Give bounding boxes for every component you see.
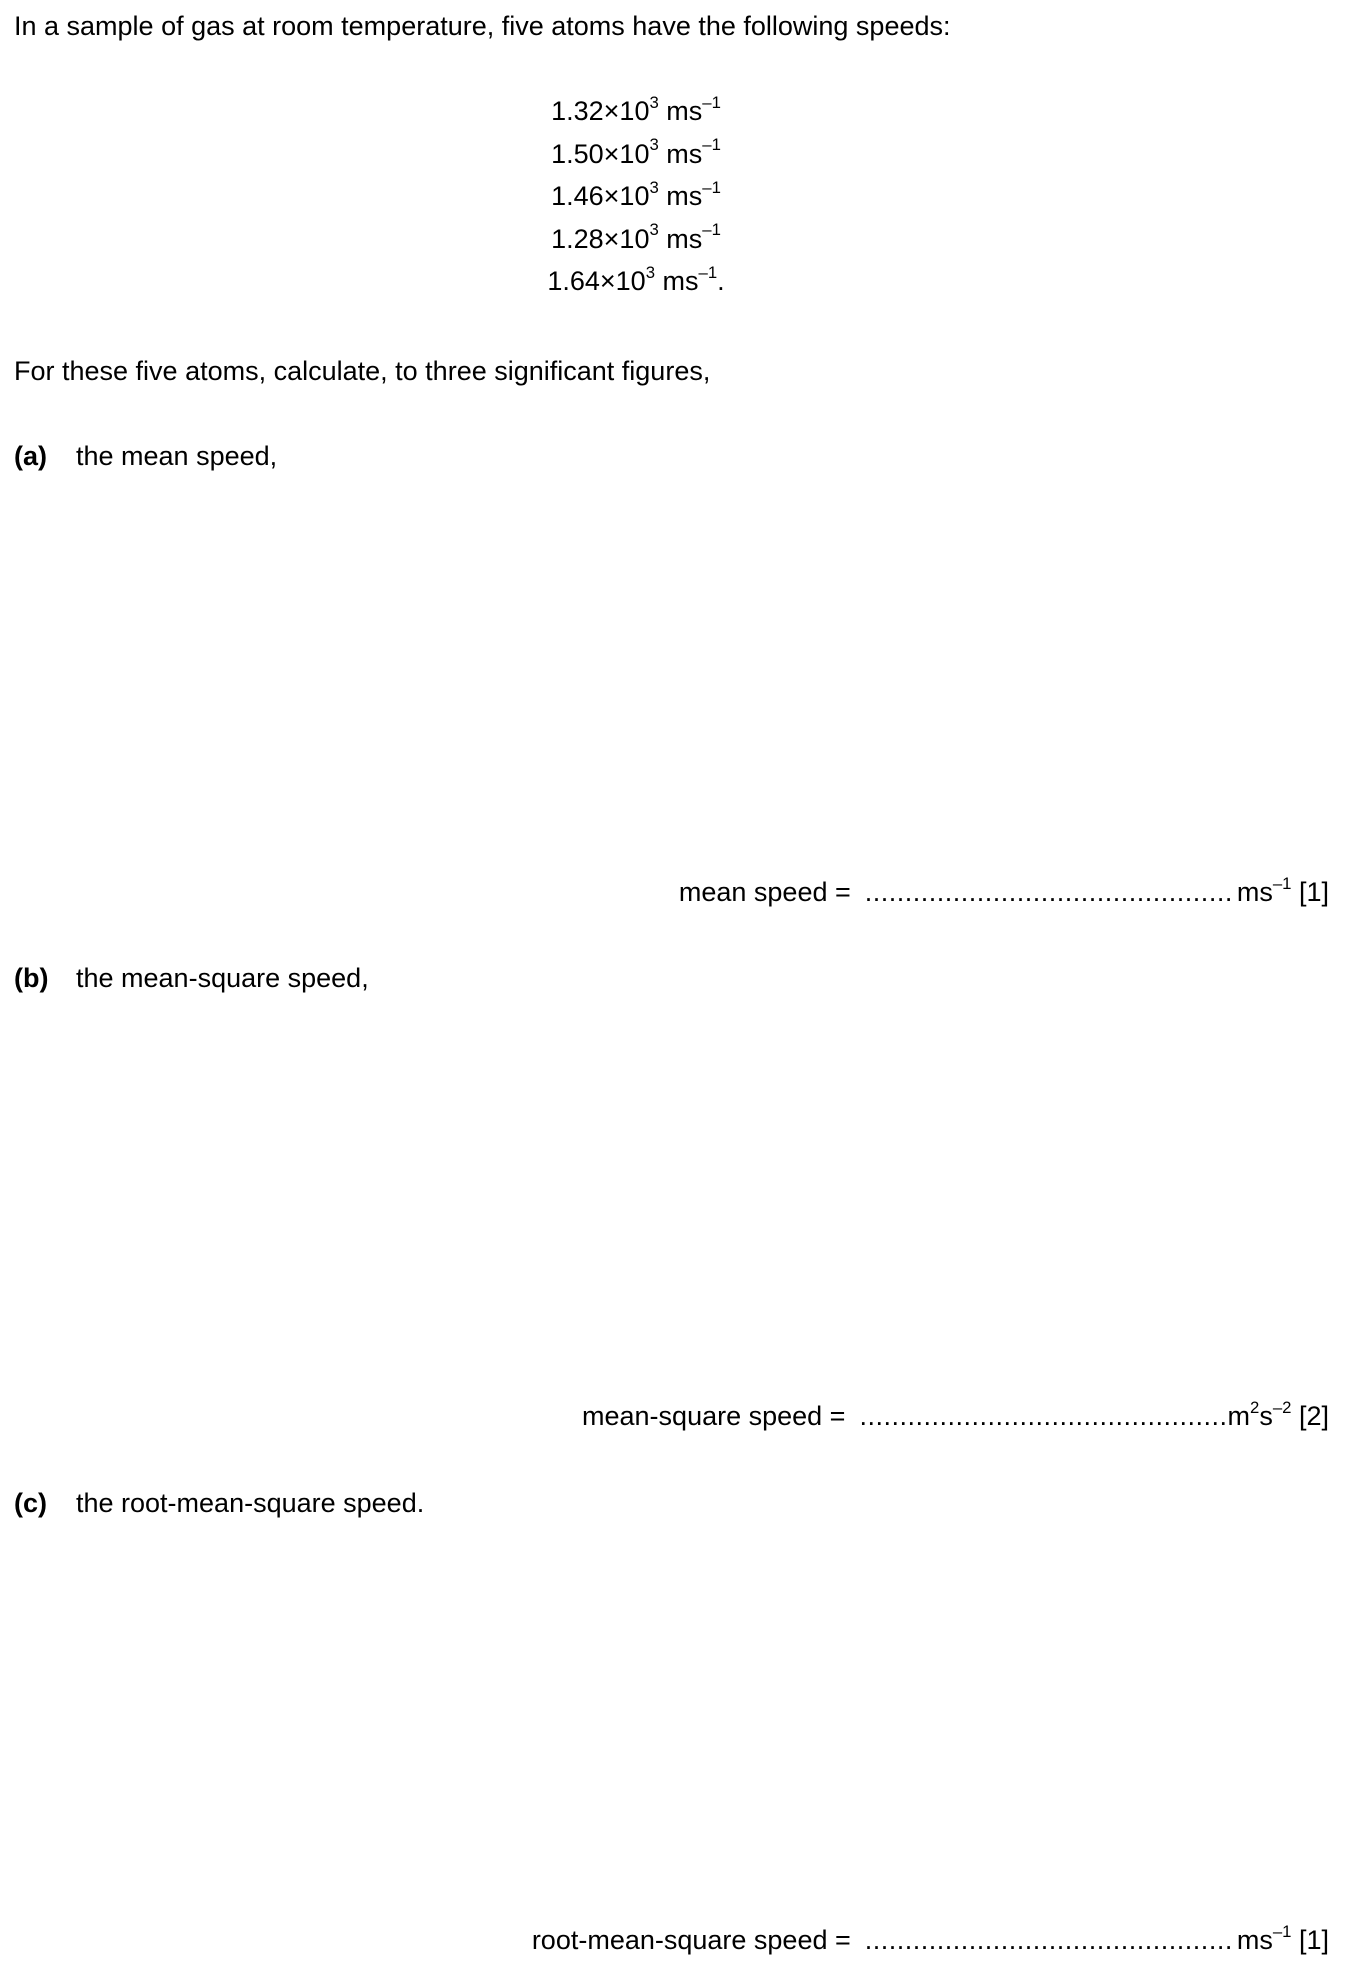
answer-unit: $ms^{-1}$ xyxy=(1236,873,1292,907)
part-label: (c) xyxy=(14,1488,47,1518)
speed-value: $1.32\times 10^3$ $ms^{-1}$ xyxy=(551,92,721,126)
answer-prefix: mean-square speed = xyxy=(582,1401,846,1431)
speed-value: $1.46\times 10^3$ $ms^{-1}$ xyxy=(551,177,721,211)
answer-unit: $m^2s^{-2}$ xyxy=(1227,1397,1292,1431)
question-part-b xyxy=(14,962,369,994)
intro-text: In a sample of gas at room temperature, five atoms have the following speeds: xyxy=(14,11,951,41)
marks-label: [2] xyxy=(1298,1401,1329,1431)
times-sign: × xyxy=(603,223,620,254)
times-sign: × xyxy=(599,266,616,296)
answer-prefix: mean speed = xyxy=(678,877,851,907)
answer-line-rms-speed[interactable] xyxy=(531,1921,1329,1956)
question-part-c xyxy=(14,1487,424,1519)
instruction-text: For these five atoms, calculate, to three significant figures, xyxy=(14,356,711,386)
speed-list xyxy=(0,90,1272,303)
speed-value: $1.28\times 10^3$ $ms^{-1}$ xyxy=(551,220,721,254)
answer-field[interactable]: .............................................. xyxy=(864,877,1233,907)
question-part-a xyxy=(14,440,277,472)
answer-unit: $ms^{-1}$ xyxy=(1236,1921,1292,1955)
part-label: (b) xyxy=(14,963,49,993)
times-sign: × xyxy=(603,96,620,126)
part-text: the root-mean-square speed. xyxy=(76,1488,425,1518)
speed-value: $1.64\times 10^3$ $ms^{-1}$. xyxy=(547,262,725,296)
answer-prefix: root-mean-square speed = xyxy=(531,1925,851,1955)
answer-field[interactable]: .............................................. xyxy=(864,1925,1233,1955)
answer-line-mean-square-speed[interactable] xyxy=(582,1397,1329,1432)
answer-field[interactable]: .............................................. xyxy=(859,1401,1228,1431)
times-sign: × xyxy=(603,138,620,169)
marks-label: [1] xyxy=(1298,1925,1329,1955)
part-text: the mean speed, xyxy=(76,441,278,471)
part-text: the mean-square speed, xyxy=(76,963,369,993)
speed-value: $1.50\times 10^3$ $ms^{-1}$ xyxy=(551,135,721,169)
answer-line-mean-speed[interactable] xyxy=(678,873,1329,908)
part-label: (a) xyxy=(14,441,47,471)
times-sign: × xyxy=(603,181,620,211)
marks-label: [1] xyxy=(1298,877,1329,907)
